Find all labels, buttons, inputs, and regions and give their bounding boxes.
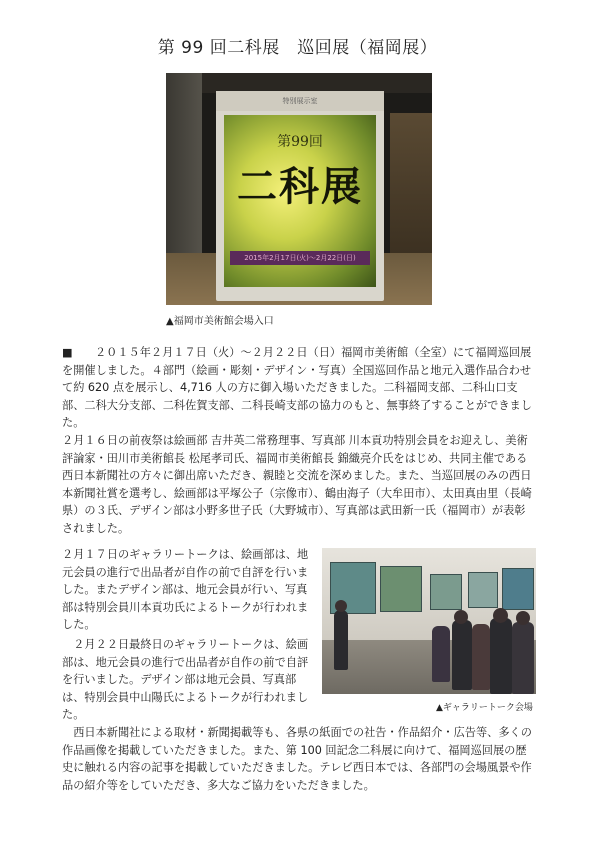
person [432, 626, 450, 682]
frame-sign: 特別展示室 [216, 91, 384, 111]
poster-number: 第99回 [277, 134, 323, 150]
gallery-talk-photo [322, 548, 536, 694]
photo-caption-entrance: ▲福岡市美術館会場入口 [166, 316, 274, 327]
paragraph-gallery-talk-22: ２月２２日最終日のギャラリートークは、絵画部は、地元会員の進行で出品者が自作の前で自評を行いました。デザイン部は地元会員、写真部は、特別会員中山陽氏によるトークが行われました。 [62, 638, 309, 722]
poster-frame [216, 91, 384, 301]
painting [468, 572, 498, 608]
painting [502, 568, 534, 610]
poster-title: 二科展 [237, 163, 363, 210]
person [472, 624, 490, 690]
person [334, 610, 348, 670]
paragraph-overview: ■ ２０１５年２月１７日（火）〜２月２２日（日）福岡市美術館（全室）にて福岡巡回展を開催しました。４部門（絵画・彫刻・デザイン・写真）全国巡回作品と地元入選作品合わせて約 620 点を展示し、4,716 人の方に御入場いただきました。二科福岡支部、二科山口支部、二科大分支部、二科佐賀支部、二科長崎支部の協力のもと、無事終了することができました。 [62, 346, 532, 430]
exhibition-poster [224, 115, 376, 287]
paragraph-media: 西日本新聞社による取材・新聞掲載等も、各県の紙面での社告・作品紹介・広告等、多くの作品画像を掲載していただきました。また、第 100 回記念二科展に向けて、福岡巡回展の歴史に触れる内容の記事を掲載していただきました。テレビ西日本では、各部門の会場風景や作品の紹介等をしていただき、多大なご協力をいただきました。 [62, 726, 532, 792]
paragraph-gallery-talk-17: ２月１７日のギャラリートークは、絵画部は、地元会員の進行で出品者が自作の前で自評を行いました。またデザイン部は、地元会員が行い、写真部は特別会員川本貢功氏によるトークが行われました。 [62, 548, 309, 632]
person [512, 622, 534, 694]
person [452, 620, 472, 690]
person [490, 618, 512, 694]
page-title: 第 99 回二科展 巡回展（福岡展） [157, 38, 438, 58]
museum-entrance-photo [166, 73, 432, 305]
photo-caption-gallery-talk: ▲ギャラリートーク会場 [436, 703, 533, 713]
poster-date: 2015年2月17日(火)〜2月22日(日) [230, 251, 370, 265]
painting [430, 574, 462, 610]
painting [380, 566, 422, 612]
paragraph-reception: ２月１６日の前夜祭は絵画部 吉井英二常務理事、写真部 川本貢功特別会員をお迎えし、美術評論家・田川市美術館長 松尾孝司氏、福岡市美術館長 錦織亮介氏をはじめ、共同主催である西日本新聞社の方々に御出席いただき、親睦と交流を深めました。また、当巡回展のみの西日本新聞社賞を選考し、絵画部は平塚公子（宗像市）、鶴由海子（大牟田市）、太田真由里（長崎県）の３氏、デザイン部は小野多世子氏（大野城市）、写真部は武田新一氏（福岡市）が表彰されました。 [62, 434, 532, 535]
